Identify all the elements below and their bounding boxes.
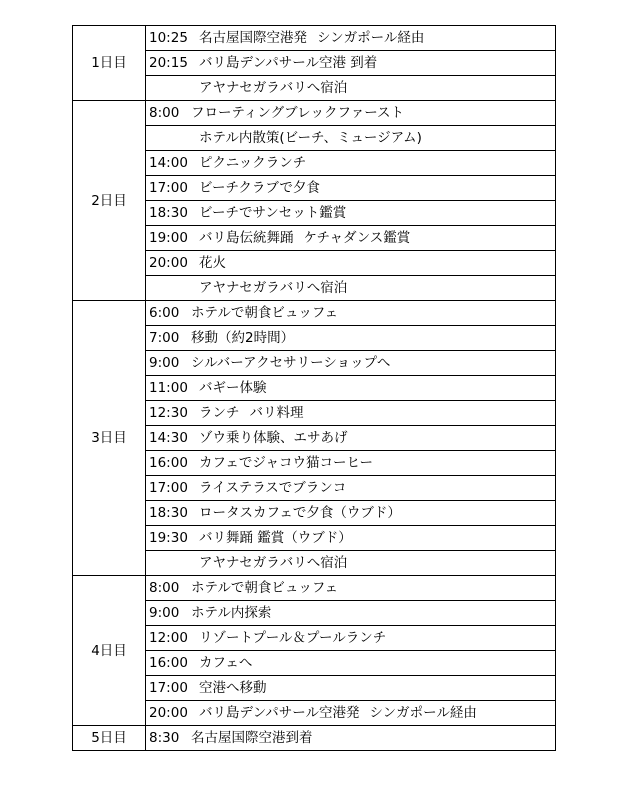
schedule-item (146, 576, 556, 601)
item-text: ホテルで朝食ビュッフェ (191, 580, 339, 596)
schedule-item (146, 76, 556, 101)
schedule-row (73, 201, 556, 226)
item-time: 7:00 (149, 330, 180, 346)
schedule-row (73, 476, 556, 501)
schedule-item (146, 101, 556, 126)
schedule-item (146, 201, 556, 226)
item-time: 9:00 (149, 355, 180, 371)
item-time: 14:30 (149, 430, 188, 446)
item-text: ホテルで朝食ビュッフェ (191, 305, 339, 321)
schedule-item (146, 526, 556, 551)
item-text: バリ島伝統舞踊 (199, 230, 294, 246)
item-time: 17:00 (149, 480, 188, 496)
schedule-row (73, 301, 556, 326)
schedule-row (73, 376, 556, 401)
day-label: 4日目 (73, 576, 146, 726)
item-time: 6:00 (149, 305, 180, 321)
schedule-row (73, 276, 556, 301)
schedule-item (146, 651, 556, 676)
item-time: 16:00 (149, 455, 188, 471)
schedule-item (146, 301, 556, 326)
item-text: ビーチでサンセット鑑賞 (199, 205, 347, 221)
schedule-row (73, 651, 556, 676)
item-time: 11:00 (149, 380, 188, 396)
schedule-item (146, 476, 556, 501)
item-time: 16:00 (149, 655, 188, 671)
schedule-item (146, 726, 556, 751)
item-text: 移動（約2時間） (191, 330, 295, 346)
schedule-row (73, 401, 556, 426)
item-time: 20:00 (149, 705, 188, 721)
schedule-row (73, 226, 556, 251)
itinerary-body (73, 26, 556, 751)
schedule-row (73, 326, 556, 351)
item-time: 19:00 (149, 230, 188, 246)
itinerary-table (72, 25, 556, 751)
schedule-item (146, 126, 556, 151)
schedule-item (146, 251, 556, 276)
item-text: シルバーアクセサリーショップへ (191, 355, 391, 371)
item-text: 名古屋国際空港発 (199, 30, 307, 46)
item-text: バリ島デンパサール空港発 (199, 705, 360, 721)
schedule-row (73, 526, 556, 551)
item-time: 8:30 (149, 730, 180, 746)
schedule-item (146, 276, 556, 301)
item-text: 名古屋国際空港到着 (191, 730, 313, 746)
item-text: カフェへ (199, 655, 253, 671)
schedule-row (73, 626, 556, 651)
item-text: バリ島デンパサール空港 到着 (199, 55, 378, 71)
item-text: ホテル内散策(ビーチ、ミュージアム) (199, 130, 422, 146)
schedule-row (73, 176, 556, 201)
schedule-row (73, 126, 556, 151)
item-text: ランチ (199, 405, 240, 421)
schedule-item (146, 26, 556, 51)
item-time: 10:25 (149, 30, 188, 46)
item-time: 9:00 (149, 605, 180, 621)
schedule-row (73, 26, 556, 51)
schedule-item (146, 626, 556, 651)
schedule-row (73, 51, 556, 76)
item-text: ロータスカフェで夕食（ウブド） (199, 505, 401, 521)
item-text: アヤナセガラバリへ宿泊 (199, 280, 348, 296)
schedule-item (146, 351, 556, 376)
schedule-row (73, 601, 556, 626)
day-label: 5日目 (73, 726, 146, 751)
item-text-secondary: シンガポール経由 (317, 30, 425, 46)
schedule-item (146, 226, 556, 251)
schedule-item (146, 151, 556, 176)
schedule-item (146, 51, 556, 76)
schedule-row (73, 701, 556, 726)
item-text: ホテル内探索 (191, 605, 272, 621)
schedule-row (73, 151, 556, 176)
item-text: バリ舞踊 鑑賞（ウブド） (199, 530, 352, 546)
item-text-secondary: シンガポール経由 (369, 705, 477, 721)
schedule-row (73, 76, 556, 101)
schedule-item (146, 401, 556, 426)
item-time: 19:30 (149, 530, 188, 546)
item-text: アヤナセガラバリへ宿泊 (199, 80, 348, 96)
item-text: バギー体験 (199, 380, 267, 396)
schedule-row (73, 101, 556, 126)
schedule-item (146, 176, 556, 201)
schedule-row (73, 576, 556, 601)
item-text: アヤナセガラバリへ宿泊 (199, 555, 348, 571)
schedule-item (146, 551, 556, 576)
item-time: 8:00 (149, 105, 180, 121)
item-text: ゾウ乗り体験、エサあげ (199, 430, 348, 446)
schedule-row (73, 551, 556, 576)
day-label: 3日目 (73, 301, 146, 576)
schedule-row (73, 451, 556, 476)
item-text: カフェでジャコウ猫コーヒー (199, 455, 374, 471)
item-time: 18:30 (149, 505, 188, 521)
schedule-item (146, 376, 556, 401)
item-text: ライステラスでブランコ (199, 480, 347, 496)
day-label: 2日目 (73, 101, 146, 301)
item-text: ビーチクラブで夕食 (199, 180, 320, 196)
schedule-row (73, 726, 556, 751)
item-text: 花火 (199, 255, 226, 271)
schedule-item (146, 701, 556, 726)
schedule-item (146, 676, 556, 701)
item-time: 8:00 (149, 580, 180, 596)
schedule-item (146, 326, 556, 351)
item-time: 20:15 (149, 55, 188, 71)
schedule-item (146, 501, 556, 526)
schedule-row (73, 351, 556, 376)
schedule-item (146, 451, 556, 476)
schedule-row (73, 501, 556, 526)
schedule-item (146, 426, 556, 451)
item-time: 20:00 (149, 255, 188, 271)
schedule-row (73, 251, 556, 276)
item-text: 空港へ移動 (199, 680, 267, 696)
item-text: リゾートプール＆プールランチ (199, 630, 387, 646)
item-time: 17:00 (149, 180, 188, 196)
item-time: 18:30 (149, 205, 188, 221)
item-text: フローティングブレックファースト (191, 105, 405, 121)
schedule-row (73, 426, 556, 451)
schedule-row (73, 676, 556, 701)
item-time: 14:00 (149, 155, 188, 171)
item-time: 12:00 (149, 630, 188, 646)
item-time: 12:30 (149, 405, 188, 421)
item-time: 17:00 (149, 680, 188, 696)
item-text: ピクニックランチ (199, 155, 307, 171)
item-text-secondary: ケチャダンス鑑賞 (303, 230, 411, 246)
item-text-secondary: バリ料理 (249, 405, 304, 421)
schedule-item (146, 601, 556, 626)
day-label: 1日目 (73, 26, 146, 101)
